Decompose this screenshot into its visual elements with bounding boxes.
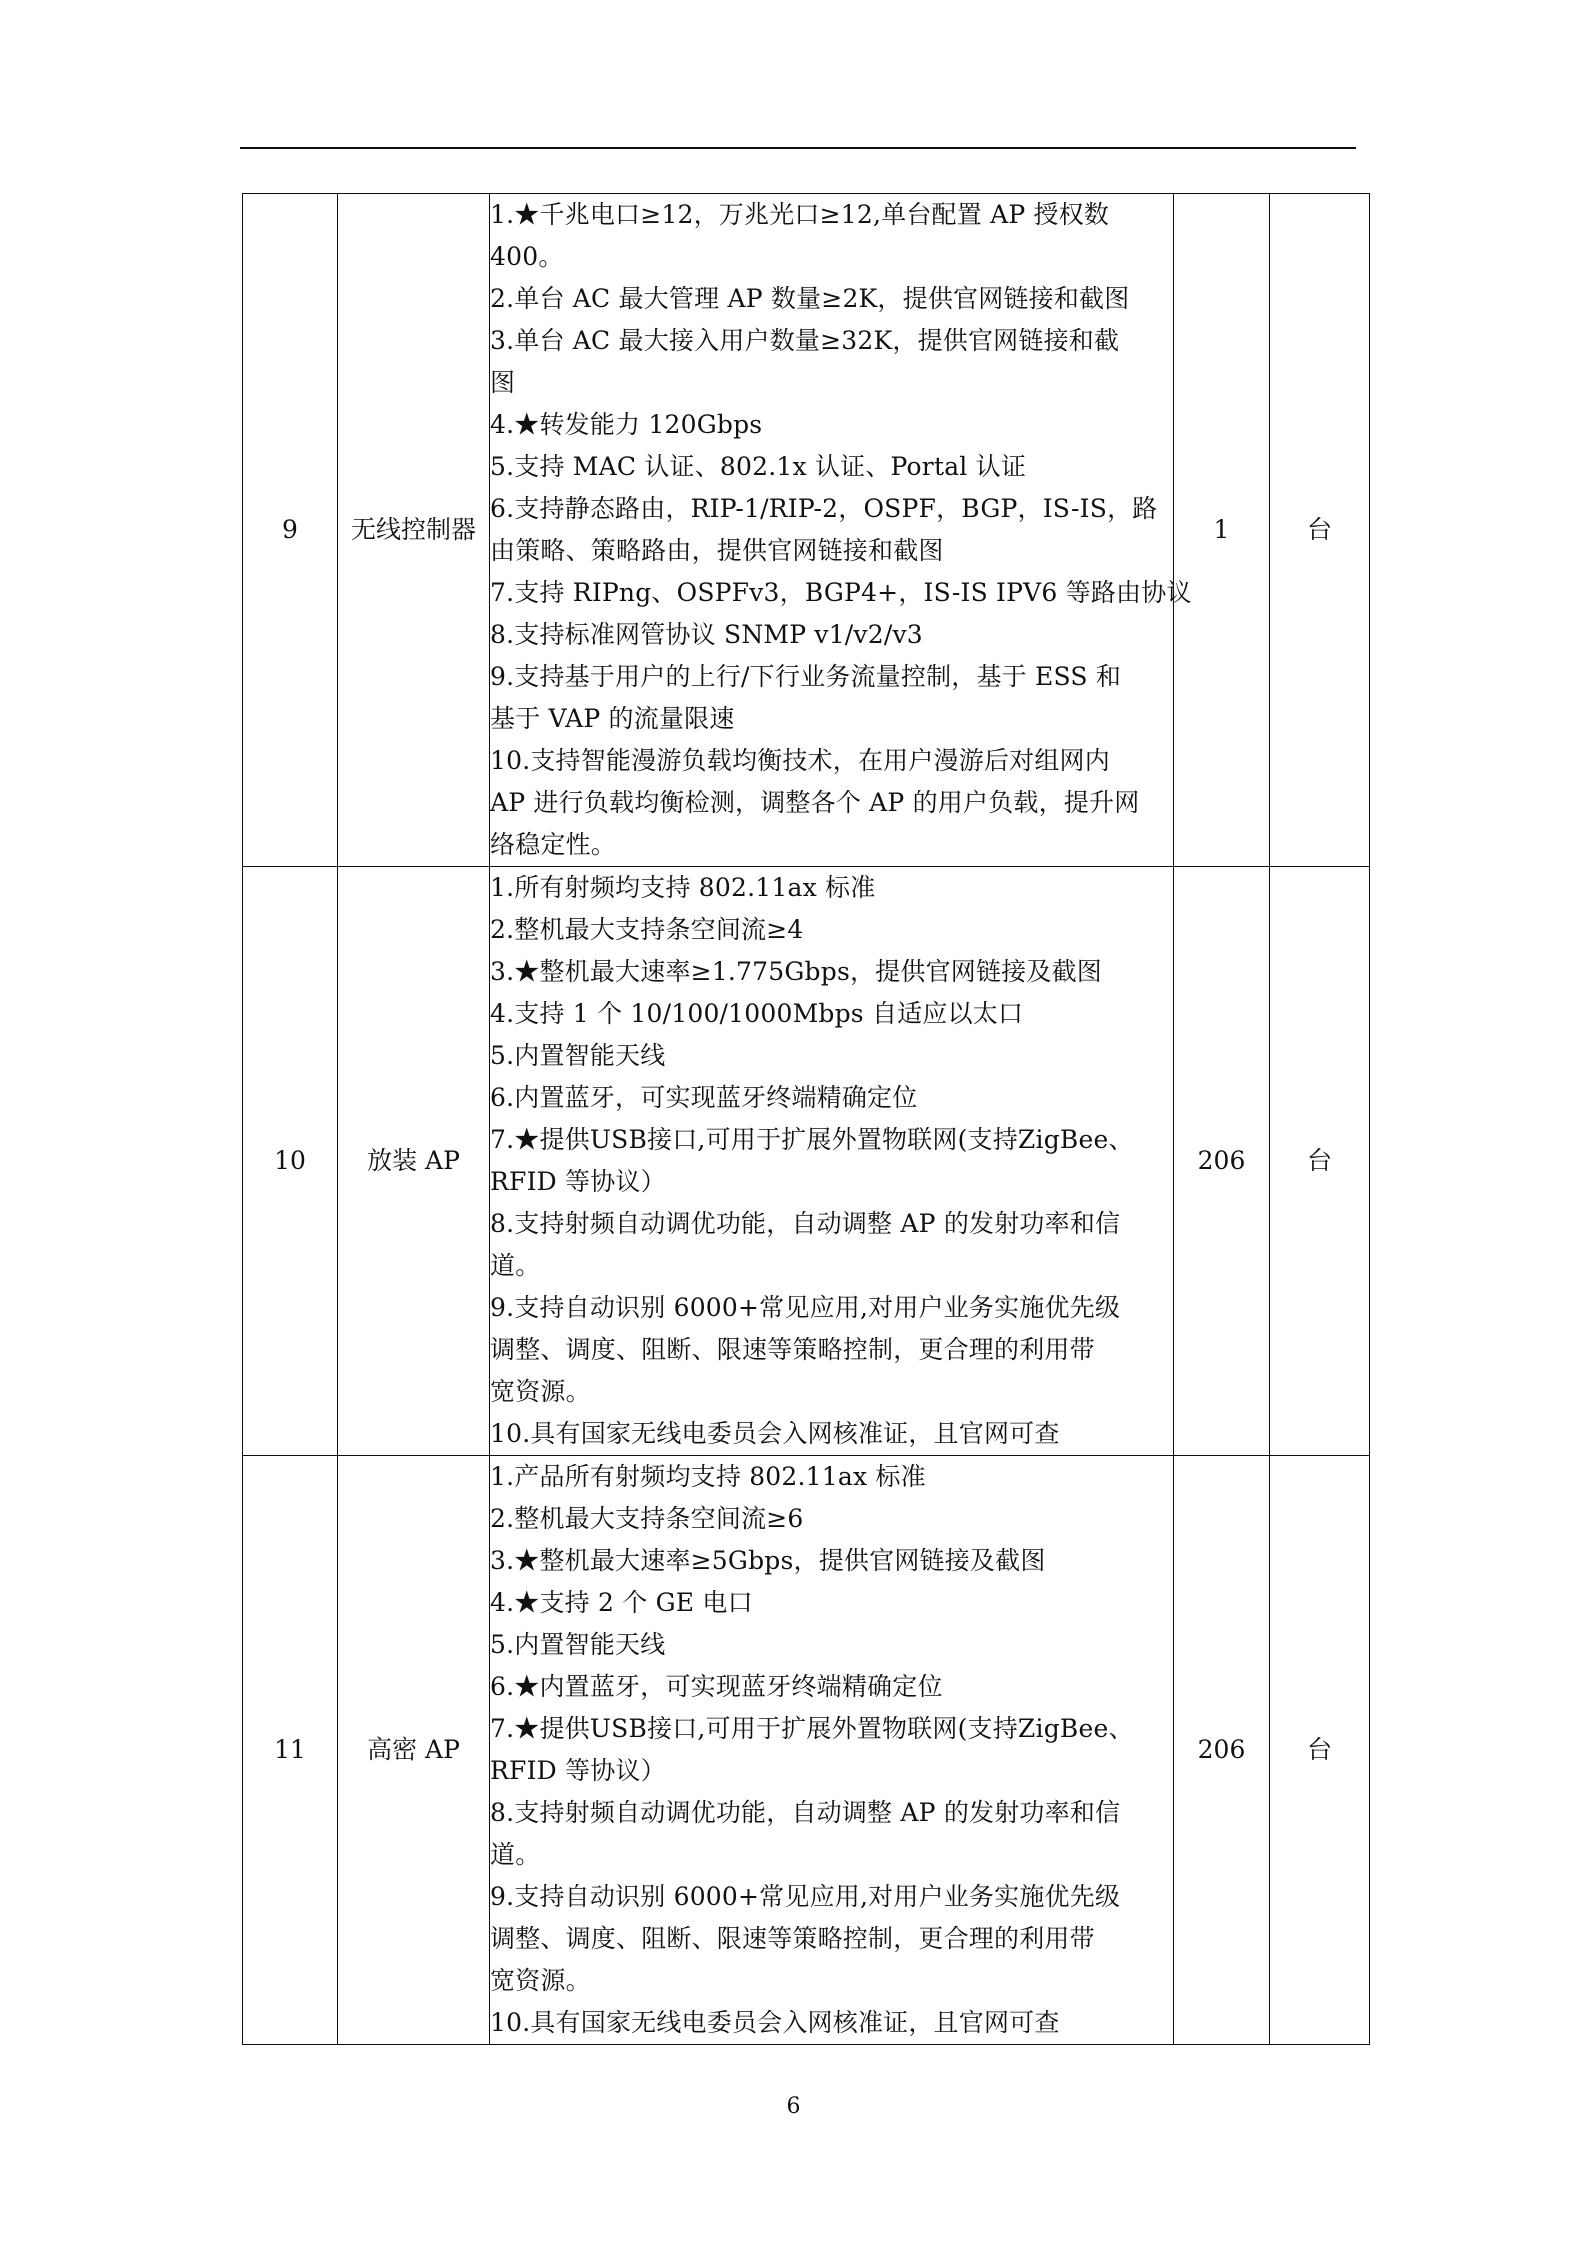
item-number: 11 xyxy=(243,1456,338,2045)
spec-line: 2.单台 AC 最大管理 AP 数量≥2K，提供官网链接和截图 xyxy=(490,284,1130,313)
spec-line: 5.内置智能天线 xyxy=(490,1630,666,1659)
spec-line: 4.★支持 2 个 GE 电口 xyxy=(490,1588,753,1617)
spec-line: 10.具有国家无线电委员会入网核准证，且官网可查 xyxy=(490,2008,1060,2037)
header-rule xyxy=(240,147,1356,149)
spec-line: AP 进行负载均衡检测，调整各个 AP 的用户负载，提升网 xyxy=(490,788,1140,817)
item-unit: 台 xyxy=(1270,867,1370,1456)
spec-line: 7.支持 RIPng、OSPFv3，BGP4+，IS-IS IPV6 等路由协议 xyxy=(490,578,1192,607)
spec-cell xyxy=(490,1456,1174,2045)
spec-line: 道。 xyxy=(490,1840,541,1869)
item-quantity: 1 xyxy=(1174,194,1270,867)
table-row xyxy=(243,867,1370,1456)
spec-line: 调整、调度、阻断、限速等策略控制，更合理的利用带 xyxy=(490,1335,1095,1364)
spec-line: 6.内置蓝牙，可实现蓝牙终端精确定位 xyxy=(490,1083,918,1112)
spec-line: 4.★转发能力 120Gbps xyxy=(490,410,763,439)
spec-line: 图 xyxy=(490,368,516,397)
item-quantity: 206 xyxy=(1174,867,1270,1456)
page-number: 6 xyxy=(786,2094,801,2119)
spec-line: 3.单台 AC 最大接入用户数量≥32K，提供官网链接和截 xyxy=(490,326,1120,355)
spec-cell xyxy=(490,194,1192,867)
item-quantity: 206 xyxy=(1174,1456,1270,2045)
spec-line: 7.★提供USB接口,可用于扩展外置物联网(支持ZigBee、 xyxy=(490,1125,1134,1154)
spec-line: 10.支持智能漫游负载均衡技术，在用户漫游后对组网内 xyxy=(490,746,1110,775)
spec-line: 400。 xyxy=(490,242,564,271)
item-number: 9 xyxy=(243,194,338,867)
spec-line: 基于 VAP 的流量限速 xyxy=(490,704,735,733)
item-number: 10 xyxy=(243,867,338,1456)
spec-line: 2.整机最大支持条空间流≥4 xyxy=(490,915,804,944)
spec-line: 络稳定性。 xyxy=(490,830,617,859)
spec-line: 宽资源。 xyxy=(490,1966,591,1995)
spec-line: 9.支持自动识别 6000+常见应用,对用户业务实施优先级 xyxy=(490,1293,1121,1322)
spec-line: 由策略、策略路由，提供官网链接和截图 xyxy=(490,536,944,565)
item-unit: 台 xyxy=(1270,1456,1370,2045)
spec-table xyxy=(242,193,1370,2045)
spec-cell xyxy=(490,867,1174,1456)
spec-line: 1.★千兆电口≥12，万兆光口≥12,单台配置 AP 授权数 xyxy=(490,200,1110,229)
spec-line: 8.支持射频自动调优功能，自动调整 AP 的发射功率和信 xyxy=(490,1798,1121,1827)
spec-line: 8.支持射频自动调优功能，自动调整 AP 的发射功率和信 xyxy=(490,1209,1121,1238)
spec-line: 3.★整机最大速率≥1.775Gbps，提供官网链接及截图 xyxy=(490,957,1102,986)
spec-line: 4.支持 1 个 10/100/1000Mbps 自适应以太口 xyxy=(490,999,1024,1028)
spec-line: 7.★提供USB接口,可用于扩展外置物联网(支持ZigBee、 xyxy=(490,1714,1134,1743)
spec-line: 6.★内置蓝牙，可实现蓝牙终端精确定位 xyxy=(490,1672,943,1701)
table-row xyxy=(243,1456,1370,2045)
table-row xyxy=(243,194,1370,867)
spec-line: 9.支持基于用户的上行/下行业务流量控制，基于 ESS 和 xyxy=(490,662,1122,691)
spec-line: 1.产品所有射频均支持 802.11ax 标准 xyxy=(490,1462,926,1491)
spec-line: 调整、调度、阻断、限速等策略控制，更合理的利用带 xyxy=(490,1924,1095,1953)
spec-line: 10.具有国家无线电委员会入网核准证，且官网可查 xyxy=(490,1419,1060,1448)
item-name: 放装 AP xyxy=(338,867,490,1456)
spec-line: 宽资源。 xyxy=(490,1377,591,1406)
spec-line: RFID 等协议） xyxy=(490,1167,666,1196)
item-name: 高密 AP xyxy=(338,1456,490,2045)
spec-line: RFID 等协议） xyxy=(490,1756,666,1785)
spec-line: 9.支持自动识别 6000+常见应用,对用户业务实施优先级 xyxy=(490,1882,1121,1911)
spec-line: 道。 xyxy=(490,1251,541,1280)
spec-line: 1.所有射频均支持 802.11ax 标准 xyxy=(490,873,876,902)
item-unit: 台 xyxy=(1270,194,1370,867)
item-name: 无线控制器 xyxy=(338,194,490,867)
spec-line: 3.★整机最大速率≥5Gbps，提供官网链接及截图 xyxy=(490,1546,1046,1575)
spec-line: 2.整机最大支持条空间流≥6 xyxy=(490,1504,804,1533)
spec-line: 8.支持标准网管协议 SNMP v1/v2/v3 xyxy=(490,620,923,649)
spec-line: 5.支持 MAC 认证、802.1x 认证、Portal 认证 xyxy=(490,452,1027,481)
spec-line: 5.内置智能天线 xyxy=(490,1041,666,1070)
spec-line: 6.支持静态路由，RIP-1/RIP-2，OSPF，BGP，IS-IS，路 xyxy=(490,494,1158,523)
